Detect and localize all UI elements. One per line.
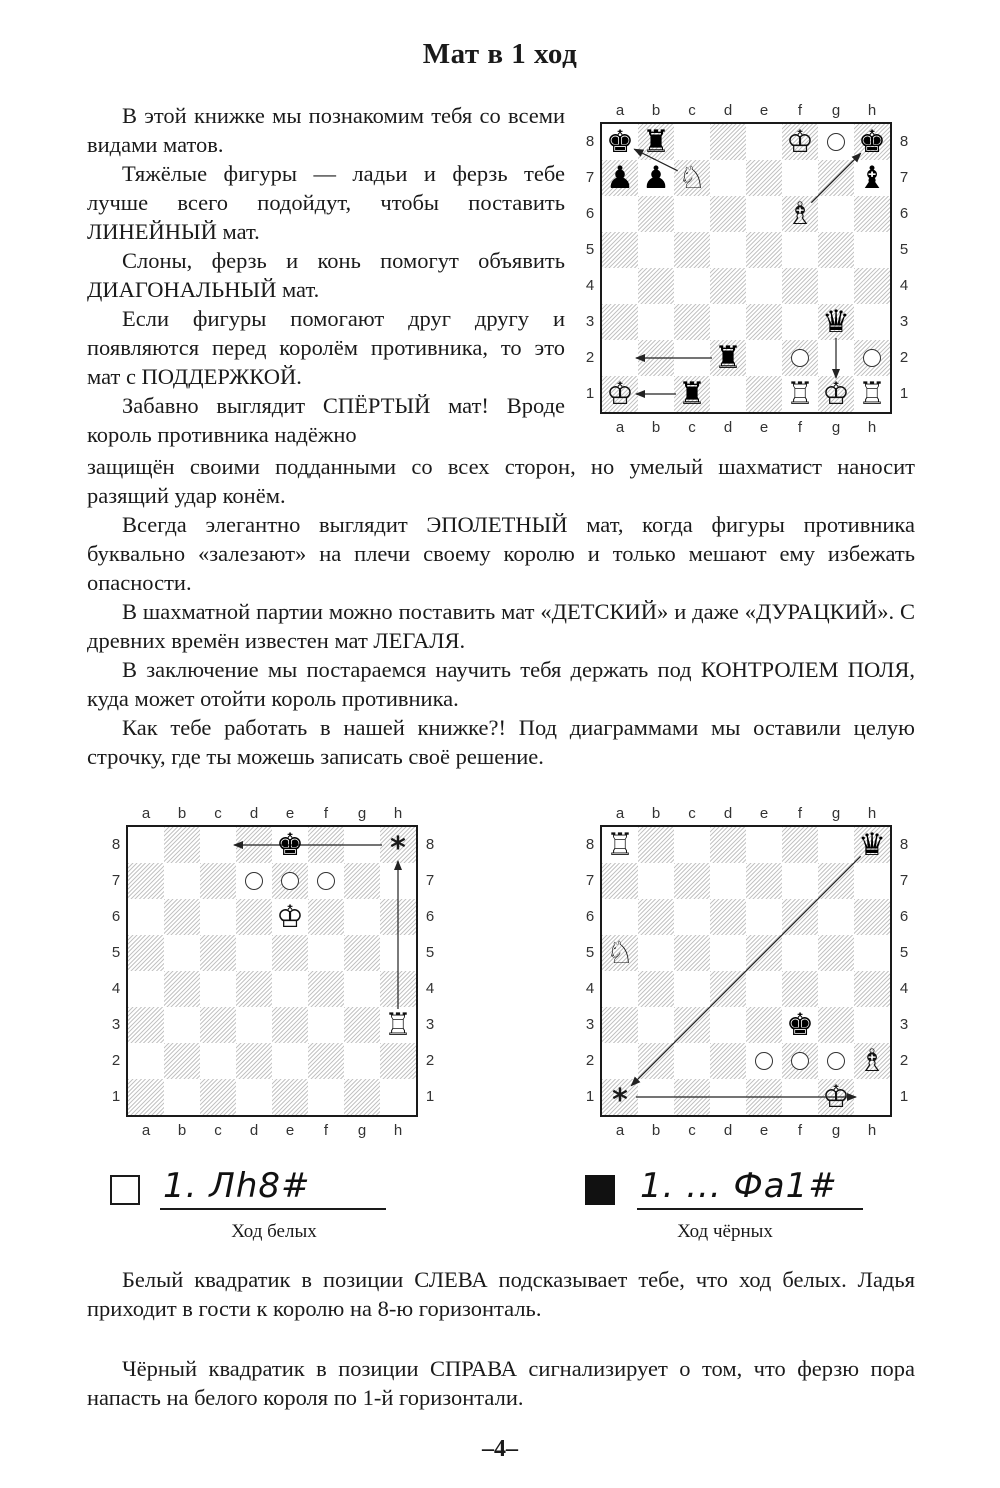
rank-label: 4 [585, 277, 595, 294]
file-label: d [723, 1122, 733, 1139]
file-label: g [831, 102, 841, 119]
white-piece-icon: ♔ [786, 124, 814, 160]
file-label: h [393, 805, 403, 822]
file-label: b [177, 1122, 187, 1139]
file-label: f [797, 1122, 803, 1139]
white-move-solution: 1. Лh8# [163, 1166, 311, 1206]
page-title: Мат в 1 ход [422, 38, 578, 70]
target-square-circle-icon [245, 872, 263, 890]
page-number: –4– [482, 1436, 518, 1462]
rank-label: 2 [585, 1052, 595, 1069]
white-square-icon [110, 1175, 140, 1205]
black-piece-icon: ♛ [822, 304, 850, 340]
rank-label: 6 [585, 205, 595, 222]
file-label: c [688, 805, 696, 822]
target-square-circle-icon [317, 872, 335, 890]
body-paragraph: защищён своими подданными со всех сторон, но умелый шахматист наносит разящий удар конём. [87, 454, 915, 508]
target-square-circle-icon [827, 1052, 845, 1070]
white-piece-icon: ♘ [678, 160, 706, 196]
black-piece-icon: ♚ [786, 1007, 814, 1043]
rank-label: 1 [899, 385, 909, 402]
file-label: c [214, 805, 222, 822]
file-label: f [323, 805, 329, 822]
white-piece-icon: ♗ [858, 1043, 886, 1079]
file-label: b [651, 805, 661, 822]
file-label: g [357, 805, 367, 822]
file-label: a [615, 102, 625, 119]
asterisk-icon: * [612, 1083, 628, 1118]
black-piece-icon: ♜ [678, 376, 706, 412]
black-piece-icon: ♚ [276, 827, 304, 863]
rank-label: 8 [899, 836, 909, 853]
file-label: h [393, 1122, 403, 1139]
rank-label: 3 [111, 1016, 121, 1033]
target-square-circle-icon [281, 872, 299, 890]
rank-label: 7 [899, 169, 909, 186]
intro-paragraph: Слоны, ферзь и конь помогут объявить ДИАГОНАЛЬНЫЙ мат. [87, 248, 565, 302]
rank-label: 8 [899, 133, 909, 150]
white-piece-icon: ♖ [786, 376, 814, 412]
black-piece-icon: ♟ [606, 160, 634, 196]
file-label: d [723, 102, 733, 119]
body-paragraph: Всегда элегантно выглядит ЭПОЛЕТНЫЙ мат, когда фигуры противника буквально «залезают» на плечи своему королю и только мешают ему избежать опасности. [87, 512, 915, 595]
file-label: f [797, 419, 803, 436]
file-label: a [615, 419, 625, 436]
file-label: d [249, 1122, 259, 1139]
white-piece-icon: ♔ [276, 899, 304, 935]
file-label: h [867, 1122, 877, 1139]
file-label: g [357, 1122, 367, 1139]
body-paragraph: В заключение мы постараемся научить тебя держать под КОНТРОЛЕМ ПОЛЯ, куда может отойти король противника. [87, 657, 915, 711]
rank-label: 5 [899, 944, 909, 961]
target-square-circle-icon [827, 133, 845, 151]
rank-label: 4 [585, 980, 595, 997]
white-piece-icon: ♗ [786, 196, 814, 232]
file-label: b [651, 419, 661, 436]
file-label: f [797, 805, 803, 822]
explanation-text: Чёрный квадратик в позиции СПРАВА сигнализирует о том, что ферзю пора напасть на белого короля по 1-й горизонтали. [87, 1356, 915, 1410]
white-piece-icon: ♘ [606, 935, 634, 971]
file-label: d [723, 419, 733, 436]
intro-paragraph: Забавно выглядит СПЁРТЫЙ мат! Вроде король противника надёжно [87, 393, 565, 447]
file-label: e [759, 102, 769, 119]
file-label: f [797, 102, 803, 119]
rank-label: 5 [899, 241, 909, 258]
rank-label: 3 [899, 1016, 909, 1033]
rank-label: 8 [425, 836, 435, 853]
rank-label: 1 [585, 385, 595, 402]
rank-label: 8 [111, 836, 121, 853]
file-label: c [688, 1122, 696, 1139]
rank-label: 1 [585, 1088, 595, 1105]
target-square-circle-icon [755, 1052, 773, 1070]
solution-line [637, 1208, 863, 1210]
rank-label: 7 [425, 872, 435, 889]
rank-label: 2 [425, 1052, 435, 1069]
white-piece-icon: ♖ [384, 1007, 412, 1043]
rank-label: 1 [899, 1088, 909, 1105]
rank-label: 4 [111, 980, 121, 997]
black-square-icon [585, 1175, 615, 1205]
black-piece-icon: ♝ [858, 160, 886, 196]
white-piece-icon: ♔ [822, 1079, 850, 1115]
file-label: b [177, 805, 187, 822]
rank-label: 7 [111, 872, 121, 889]
file-label: e [285, 1122, 295, 1139]
rank-label: 5 [585, 944, 595, 961]
solution-line [160, 1208, 386, 1210]
body-paragraph: Как тебе работать в нашей книжке?! Под диаграммами мы оставили целую строчку, где ты можешь записать своё решение. [87, 715, 915, 769]
file-label: g [831, 419, 841, 436]
rank-label: 4 [899, 277, 909, 294]
explanation-right [87, 1354, 915, 1412]
file-label: h [867, 805, 877, 822]
rank-label: 3 [899, 313, 909, 330]
rank-label: 2 [899, 1052, 909, 1069]
black-piece-icon: ♜ [642, 124, 670, 160]
body-paragraph: В шахматной партии можно поставить мат «ДЕТСКИЙ» и даже «ДУРАЦКИЙ». С древних времён известен мат ЛЕГАЛЯ. [87, 599, 915, 653]
rank-label: 3 [585, 1016, 595, 1033]
file-label: a [615, 805, 625, 822]
file-label: d [723, 805, 733, 822]
rank-label: 1 [425, 1088, 435, 1105]
rank-label: 1 [111, 1088, 121, 1105]
rank-label: 6 [899, 205, 909, 222]
rank-label: 8 [585, 133, 595, 150]
intro-text [87, 101, 565, 449]
file-label: g [831, 805, 841, 822]
file-label: e [285, 805, 295, 822]
intro-paragraph: Тяжёлые фигуры — ладьи и ферзь тебе лучше всего подойдут, чтобы поставить ЛИНЕЙНЫЙ мат. [87, 161, 565, 244]
rank-label: 8 [585, 836, 595, 853]
black-piece-icon: ♟ [642, 160, 670, 196]
rank-label: 3 [425, 1016, 435, 1033]
file-label: f [323, 1122, 329, 1139]
white-move-caption: Ход белых [231, 1221, 317, 1242]
black-piece-icon: ♛ [858, 827, 886, 863]
rank-label: 7 [899, 872, 909, 889]
file-label: a [141, 1122, 151, 1139]
file-label: h [867, 102, 877, 119]
rank-label: 6 [585, 908, 595, 925]
target-square-circle-icon [791, 349, 809, 367]
rank-label: 7 [585, 169, 595, 186]
black-piece-icon: ♜ [714, 340, 742, 376]
white-piece-icon: ♖ [606, 827, 634, 863]
white-piece-icon: ♔ [822, 376, 850, 412]
white-piece-icon: ♖ [858, 376, 886, 412]
file-label: c [214, 1122, 222, 1139]
black-move-solution: 1. ... Фa1# [640, 1166, 838, 1206]
explanation-left [87, 1265, 915, 1323]
file-label: c [688, 102, 696, 119]
file-label: e [759, 419, 769, 436]
file-label: g [831, 1122, 841, 1139]
rank-label: 4 [899, 980, 909, 997]
file-label: h [867, 419, 877, 436]
rank-label: 6 [111, 908, 121, 925]
rank-label: 5 [111, 944, 121, 961]
target-square-circle-icon [863, 349, 881, 367]
file-label: b [651, 102, 661, 119]
target-square-circle-icon [791, 1052, 809, 1070]
rank-label: 5 [585, 241, 595, 258]
rank-label: 6 [899, 908, 909, 925]
rank-label: 5 [425, 944, 435, 961]
file-label: a [141, 805, 151, 822]
intro-paragraph: В этой книжке мы познакомим тебя со всеми видами матов. [87, 103, 565, 157]
black-piece-icon: ♚ [858, 124, 886, 160]
rank-label: 4 [425, 980, 435, 997]
rank-label: 2 [111, 1052, 121, 1069]
file-label: d [249, 805, 259, 822]
rank-label: 3 [585, 313, 595, 330]
white-piece-icon: ♔ [606, 376, 634, 412]
move-arrow [631, 856, 860, 1085]
rank-label: 7 [585, 872, 595, 889]
file-label: e [759, 1122, 769, 1139]
asterisk-icon: * [390, 831, 406, 866]
rank-label: 2 [899, 349, 909, 366]
file-label: a [615, 1122, 625, 1139]
rank-label: 2 [585, 349, 595, 366]
body-text [87, 452, 915, 771]
file-label: b [651, 1122, 661, 1139]
black-piece-icon: ♚ [606, 124, 634, 160]
file-label: e [759, 805, 769, 822]
intro-paragraph: Если фигуры помогают друг другу и появляются перед королём противника, то это мат с ПОДДЕРЖКОЙ. [87, 306, 565, 389]
rank-label: 6 [425, 908, 435, 925]
file-label: c [688, 419, 696, 436]
explanation-text: Белый квадратик в позиции СЛЕВА подсказывает тебе, что ход белых. Ладья приходит в гости к королю на 8-ю горизонталь. [87, 1267, 915, 1321]
black-move-caption: Ход чёрных [677, 1221, 773, 1242]
